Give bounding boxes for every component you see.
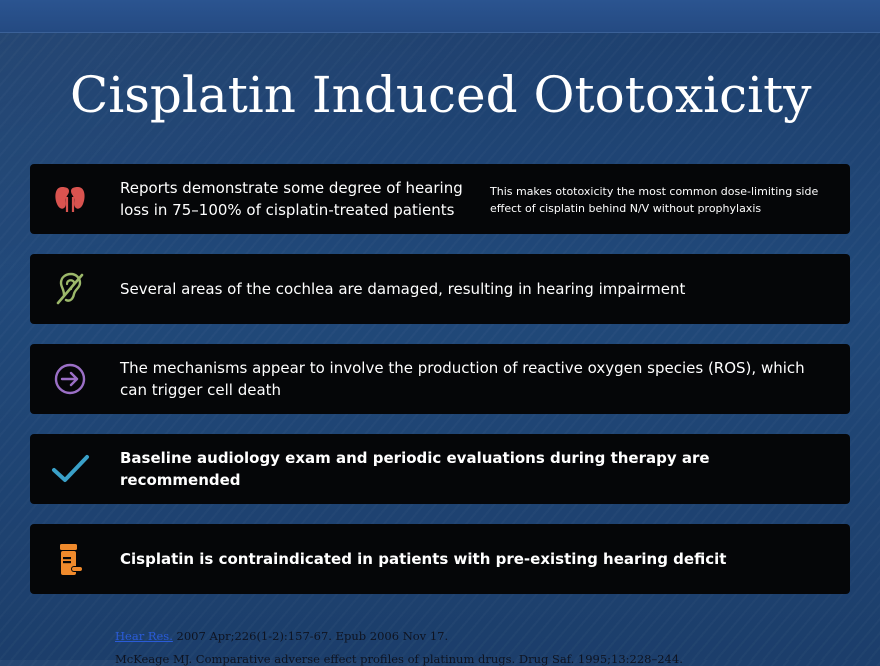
top-banner bbox=[0, 0, 880, 33]
reference-2: McKeage MJ. Comparative adverse effect profiles of platinum drugs. Drug Saf. 1995;13:228–244. bbox=[115, 652, 683, 666]
reference-1 bbox=[115, 629, 448, 643]
info-card-cochlea bbox=[30, 254, 850, 324]
info-card-audiology bbox=[30, 434, 850, 504]
reference-1-link[interactable]: Hear Res. bbox=[115, 629, 173, 643]
card-side-note: This makes ototoxicity the most common dose-limiting side effect of cisplatin behind N/V without prophylaxis bbox=[490, 185, 819, 215]
arrow-circle-right-icon bbox=[50, 359, 90, 399]
info-card-contraindication bbox=[30, 524, 850, 594]
card-text: Cisplatin is contraindicated in patients with pre-existing hearing deficit bbox=[120, 550, 727, 568]
info-card-mechanism bbox=[30, 344, 850, 414]
hearing-impaired-icon bbox=[50, 269, 90, 309]
checkmark-icon bbox=[50, 449, 90, 489]
kidney-icon bbox=[50, 179, 90, 219]
card-text: The mechanisms appear to involve the production of reactive oxygen species (ROS), which can trigger cell death bbox=[120, 359, 805, 399]
card-text: Baseline audiology exam and periodic evaluations during therapy are recommended bbox=[120, 449, 710, 489]
card-text: Several areas of the cochlea are damaged, resulting in hearing impairment bbox=[120, 280, 686, 298]
info-card-hearing-loss bbox=[30, 164, 850, 234]
slide-title: Cisplatin Induced Ototoxicity bbox=[70, 66, 812, 124]
card-text: Reports demonstrate some degree of hearing loss in 75–100% of cisplatin-treated patients bbox=[120, 179, 463, 219]
pill-bottle-icon bbox=[50, 539, 90, 579]
reference-1-text: 2007 Apr;226(1-2):157-67. Epub 2006 Nov 17. bbox=[172, 629, 449, 643]
